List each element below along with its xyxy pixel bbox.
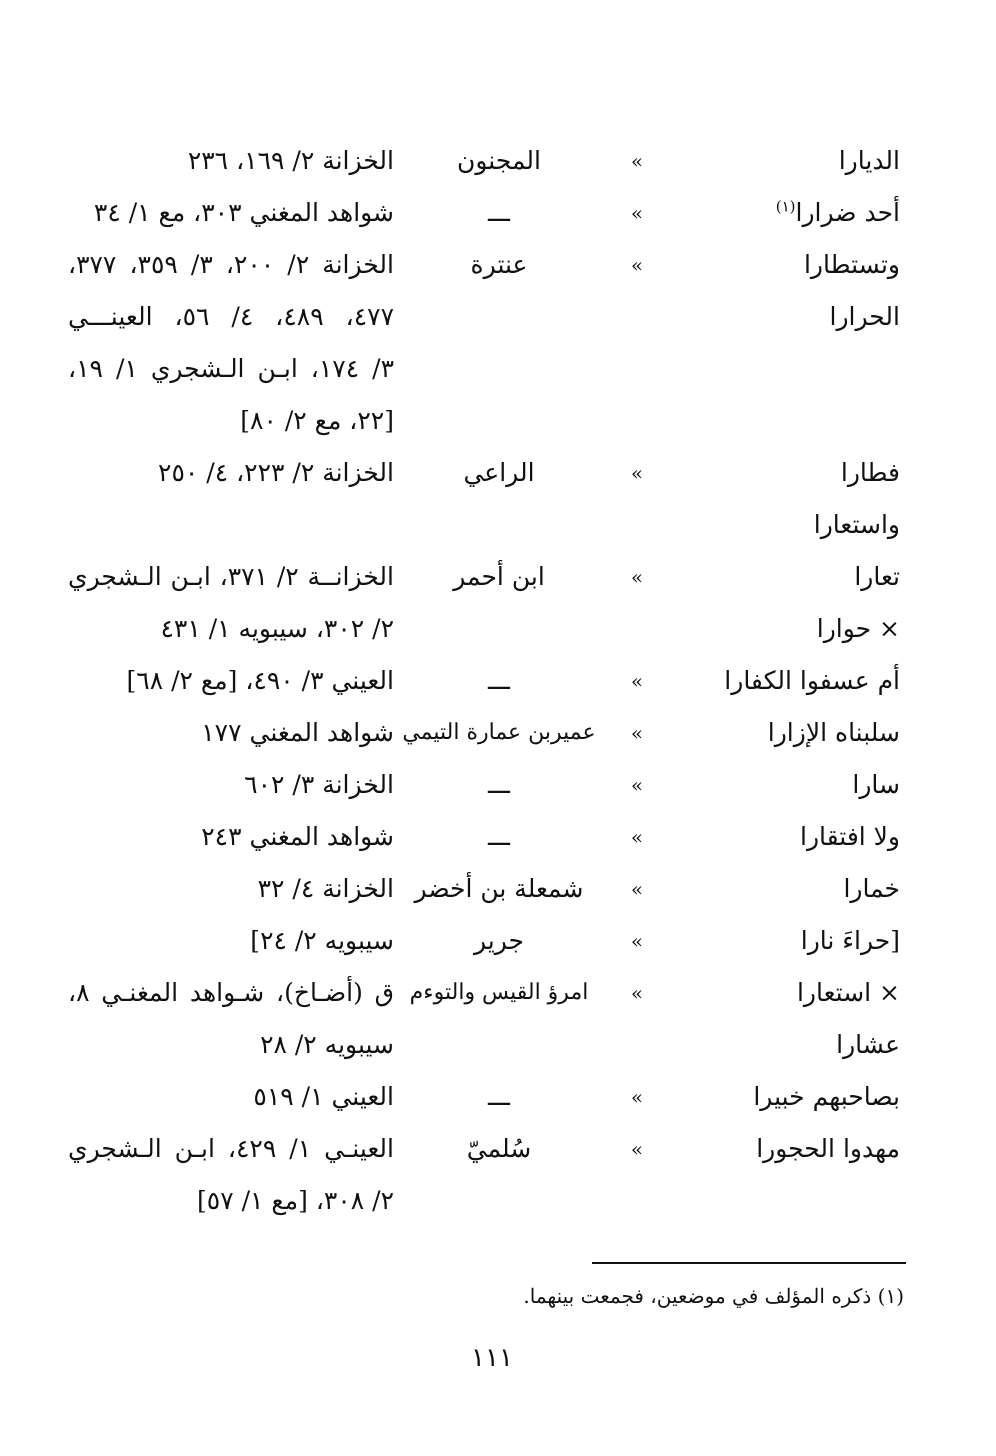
rhyme-text: × حوارا [816, 614, 900, 643]
rhyme-cell [670, 967, 900, 1071]
source-text: شواهد المغني ٢٤٣ [201, 822, 394, 851]
source-text: شواهد المغني ١٧٧ [201, 718, 394, 747]
index-row [68, 187, 900, 239]
rhyme-cell [670, 863, 900, 915]
meter-ditto-mark: » [630, 669, 644, 693]
source-text: [٢٢، مع ٢/ ٨٠] [240, 406, 394, 435]
index-row [68, 551, 900, 655]
verse-index-table [68, 135, 900, 1227]
index-row [68, 707, 900, 759]
rhyme-text: واستعارا [813, 510, 900, 539]
rhyme-text: بصاحبهم خبيرا [753, 1082, 900, 1111]
rhyme-text: خمارا [843, 874, 900, 903]
source-text: الخزانة ٣/ ٦٠٢ [244, 770, 394, 799]
poet-cell: ـــ [488, 822, 510, 851]
footnote-text: ذكره المؤلف في موضعين، فجمعت بينهما. [523, 1284, 872, 1308]
source-text: العينـي ١/ ٤٢٩، ابـن الـشجري [68, 1134, 394, 1163]
source-text: الخزانة ٢/ ٢٠٠، ٣/ ٣٥٩، ٣٧٧، [68, 250, 394, 279]
source-cell [68, 187, 394, 239]
source-text: ٣/ ١٧٤، ابـن الـشجري ١/ ١٩، [68, 354, 395, 383]
source-text: ٤٧٧، ٤٨٩، ٤/ ٥٦، العينـــي [68, 302, 395, 331]
meter-ditto-mark: » [630, 201, 644, 225]
rhyme-text: ولا افتقارا [800, 822, 900, 851]
rhyme-text: تعارا [854, 562, 900, 591]
rhyme-cell [670, 447, 900, 551]
rhyme-cell [670, 135, 900, 187]
source-text: الخزانــة ٢/ ٣٧١، ابـن الـشجري [68, 562, 394, 591]
source-cell [68, 707, 394, 759]
meter-ditto-mark: » [630, 981, 644, 1005]
poet-cell: عميربن عمارة التيمي [402, 720, 596, 745]
index-row [68, 759, 900, 811]
rhyme-text: × استعارا [796, 978, 900, 1007]
rhyme-text: أم عسفوا الكفارا [724, 666, 900, 695]
rhyme-text: الحرارا [829, 302, 900, 331]
index-row [68, 655, 900, 707]
index-row [68, 811, 900, 863]
index-row [68, 967, 900, 1071]
rhyme-cell [670, 239, 900, 343]
meter-ditto-mark: » [630, 773, 644, 797]
rhyme-text: وتستطارا [803, 250, 900, 279]
source-text: ٢/ ٣٠٨، [مع ١/ ٥٧] [197, 1186, 394, 1215]
rhyme-cell [670, 707, 900, 759]
source-text: سيبويه ٢/ ٢٤] [250, 926, 394, 955]
rhyme-text: سارا [852, 770, 900, 799]
index-row [68, 239, 900, 447]
meter-ditto-mark: » [630, 461, 644, 485]
source-text: الخزانة ٢/ ١٦٩، ٢٣٦ [187, 146, 394, 175]
meter-ditto-mark: » [630, 1085, 644, 1109]
index-row [68, 915, 900, 967]
rhyme-cell [670, 915, 900, 967]
rhyme-cell [670, 1071, 900, 1123]
source-text: شواهد المغني ٣٠٣، مع ١/ ٣٤ [93, 198, 394, 227]
source-cell [68, 135, 394, 187]
source-cell [68, 915, 394, 967]
poet-cell: سُلميّ [466, 1134, 532, 1163]
source-cell [68, 655, 394, 707]
source-cell [68, 1123, 394, 1227]
index-row [68, 447, 900, 551]
poet-cell: الراعي [463, 458, 535, 487]
rhyme-text: الديارا [838, 146, 900, 175]
meter-ditto-mark: » [630, 877, 644, 901]
rhyme-cell [670, 551, 900, 655]
source-cell [68, 811, 394, 863]
poet-cell: جرير [474, 926, 524, 955]
rhyme-cell [670, 187, 900, 239]
source-cell [68, 551, 394, 655]
meter-ditto-mark: » [630, 149, 644, 173]
source-cell [68, 967, 394, 1071]
footnote-reference: (١) [775, 197, 796, 216]
poet-cell: عنترة [470, 250, 528, 279]
rhyme-cell [670, 655, 900, 707]
rhyme-text: عشارا [836, 1030, 900, 1059]
index-row [68, 863, 900, 915]
meter-ditto-mark: » [630, 565, 644, 589]
poet-cell: ابن أحمر [453, 562, 545, 591]
rhyme-text: [حراءَ نارا [800, 926, 900, 955]
index-row [68, 135, 900, 187]
source-text: ق (أضـاخ)، شـواهد المغنـي ٨، [68, 978, 394, 1007]
meter-ditto-mark: » [630, 929, 644, 953]
rhyme-cell [670, 1123, 900, 1175]
source-cell [68, 239, 394, 447]
rhyme-text: فطارا [840, 458, 900, 487]
rhyme-text: أحد ضرارا$^{(١)}$ [775, 197, 900, 227]
footnote-marker: (١) [877, 1284, 904, 1308]
rhyme-text: سلبناه الإزارا [767, 718, 900, 747]
rhyme-cell [670, 811, 900, 863]
source-text: الخزانة ٢/ ٢٢٣، ٤/ ٢٥٠ [158, 458, 394, 487]
source-cell [68, 1071, 394, 1123]
poet-cell: امرؤ القيس والتوءم [409, 980, 589, 1005]
poet-cell: ـــ [488, 770, 510, 799]
footnote-separator [592, 1262, 906, 1264]
source-text: ٢/ ٣٠٢، سيبويه ١/ ٤٣١ [160, 614, 394, 643]
source-cell [68, 447, 394, 499]
poet-cell: المجنون [457, 146, 541, 175]
meter-ditto-mark: » [630, 1137, 644, 1161]
poet-cell: شمعلة بن أخضر [414, 874, 584, 903]
meter-ditto-mark: » [630, 825, 644, 849]
rhyme-cell [670, 759, 900, 811]
source-text: العيني ١/ ٥١٩ [253, 1082, 394, 1111]
source-text: العيني ٣/ ٤٩٠، [مع ٢/ ٦٨] [126, 666, 394, 695]
meter-ditto-mark: » [630, 721, 644, 745]
poet-cell: ـــ [488, 1082, 510, 1111]
page-number: ١١١ [471, 1343, 513, 1373]
meter-ditto-mark: » [630, 253, 644, 277]
source-cell [68, 759, 394, 811]
source-text: سيبويه ٢/ ٢٨ [260, 1030, 394, 1059]
source-text: الخزانة ٤/ ٣٢ [257, 874, 394, 903]
footnote [523, 1278, 904, 1314]
index-row [68, 1123, 900, 1227]
source-cell [68, 863, 394, 915]
poet-cell: ـــ [488, 666, 510, 695]
index-row [68, 1071, 900, 1123]
rhyme-text: مهدوا الحجورا [756, 1134, 900, 1163]
poet-cell: ـــ [488, 198, 510, 227]
